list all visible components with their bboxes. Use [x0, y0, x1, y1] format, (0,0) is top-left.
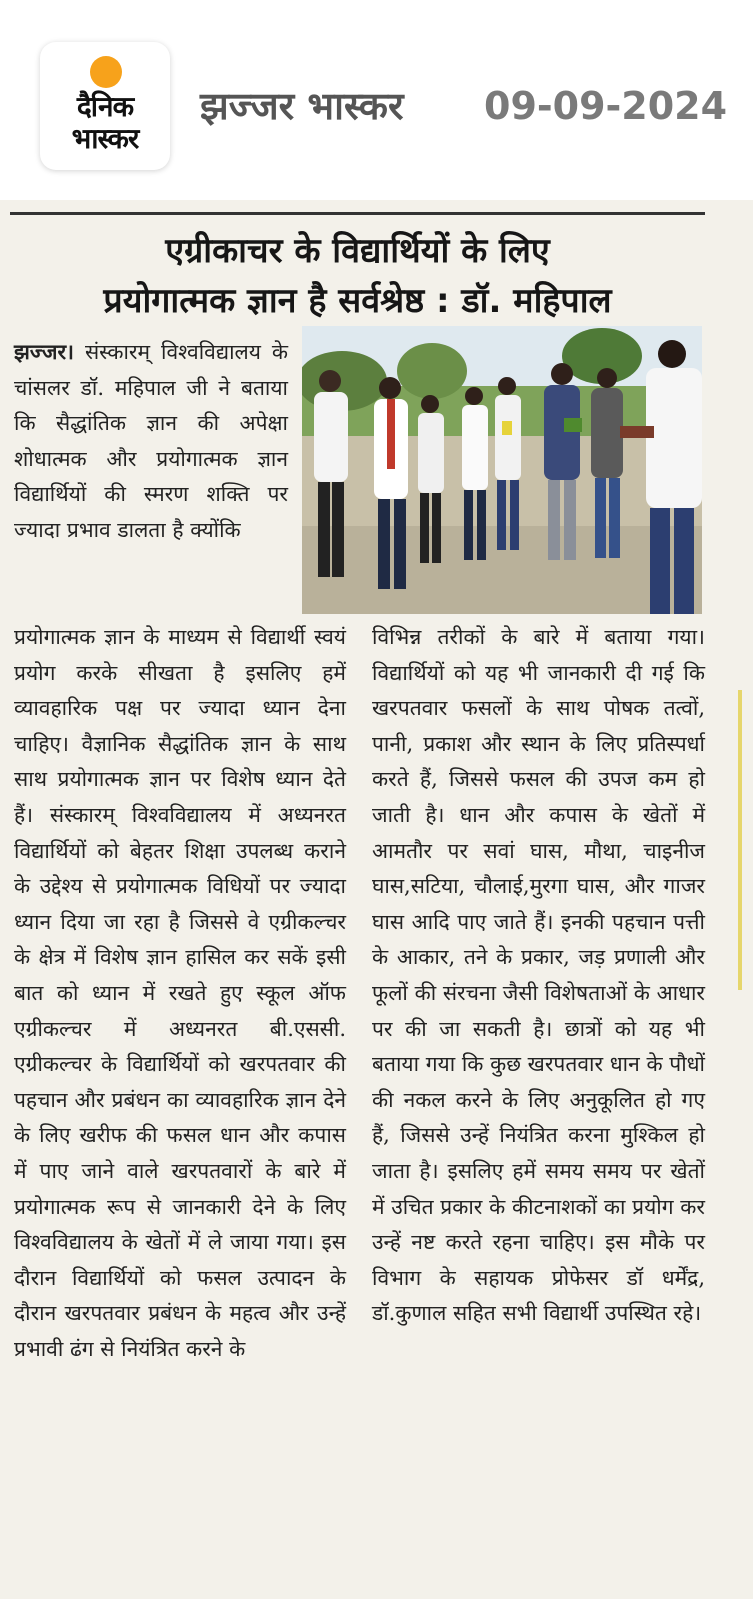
edition-title: झज्जर भास्कर: [200, 84, 404, 128]
article-headline: [10, 226, 705, 326]
students-field-photo: [302, 326, 702, 614]
sun-dot-icon: [90, 56, 122, 88]
article-column-2: प्रयोगात्मक ज्ञान के माध्यम से विद्यार्थी स्वयं प्रयोग करके सीखता है इसलिए हमें व्यावहारिक पक्ष पर ज्यादा ध्यान देना चाहिए। वैज्ञानिक सैद्धांतिक ज्ञान के साथ साथ प्रयोगात्मक ज्ञान पर विशेष ध्यान देते हैं। संस्कारम् विश्वविद्यालय में अध्यनरत विद्यार्थियों को बेहतर शिक्षा उपलब्ध कराने के उद्देश्य से प्रयोगात्मक विधियों पर ज्यादा ध्यान दिया जा रहा है जिससे वे एग्रीकल्चर के क्षेत्र में विशेष ज्ञान हासिल कर सकें इसी बात को ध्यान में रखते हुए स्कूल ऑफ एग्रीकल्चर में अध्यनरत बी.एससी. एग्रीकल्चर के विद्यार्थियों को खरपतवार की पहचान और प्रबंधन का व्यावहारिक ज्ञान देने के लिए खरीफ की फसल धान और कपास में पाए जाने वाले खरपतवारों के बारे में प्रयोगात्मक रूप से जानकारी देने के लिए विश्वविद्यालय के खेतों में ले जाया गया। इस दौरान विद्यार्थियों को फसल उत्पादन के दौरान खरपतवार प्रबंधन के महत्व और उन्हें प्रभावी ढंग से नियंत्रित करने के: [14, 625, 346, 1361]
logo-word-1: दैनिक: [76, 90, 134, 123]
side-strip: [738, 690, 742, 990]
dateline: झज्जर।: [14, 339, 75, 364]
photo-illustration: [302, 326, 702, 614]
article-column-3: विभिन्न तरीकों के बारे में बताया गया। विद्यार्थियों को यह भी जानकारी दी गई कि खरपतवार फसलों के साथ पोषक तत्वों, पानी, प्रकाश और स्थान के लिए प्रतिस्पर्धा करते हैं, जिससे फसल की उपज कम हो जाती है। धान और कपास के खेतों में आमतौर पर सवां घास, मौथा, चाइनीज घास,सटिया, चौलाई,मुरगा घास, और गाजर घास आदि पाए जाते हैं। इनकी पहचान पत्ती के आकार, तने के प्रकार, जड़ प्रणाली और फूलों की संरचना जैसी विशेषताओं के आधार पर की जा सकती है। छात्रों को यह भी बताया गया कि कुछ खरपतवार धान के पौधों की नकल करने के लिए अनुकूलित हो गए हैं, जिससे उन्हें नियंत्रित करना मुश्किल हो जाता है। इसलिए हमें समय समय पर खेतों में उचित प्रकार के कीटनाशकों का प्रयोग कर उन्हें नष्ट करते रहना चाहिए। इस मौके पर विभाग के सहायक प्रोफेसर डॉ धर्मेंद्र, डॉ.कुणाल सहित सभी विद्यार्थी उपस्थित रहे।: [372, 625, 705, 1326]
headline-line-1: एग्रीकाचर के विद्यार्थियों के लिए: [165, 231, 550, 271]
edition-date: 09-09-2024: [484, 84, 728, 128]
article-column-1: [14, 334, 288, 549]
logo-word-2: भास्कर: [71, 122, 139, 155]
column-1-text: संस्कारम् विश्वविद्यालय के चांसलर डॉ. महिपाल जी ने बताया कि सैद्धांतिक ज्ञान की अपेक्षा शोधात्मक और प्रयोगात्मक ज्ञान विद्यार्थियों की स्मरण शक्ति पर ज्यादा प्रभाव डालता है क्योंकि: [14, 340, 288, 542]
dainik-bhaskar-logo[interactable]: [40, 42, 170, 170]
header: [0, 0, 753, 200]
headline-line-2: प्रयोगात्मक ज्ञान है सर्वश्रेष्ठ : डॉ. महिपाल: [103, 281, 612, 321]
top-rule: [10, 212, 705, 215]
